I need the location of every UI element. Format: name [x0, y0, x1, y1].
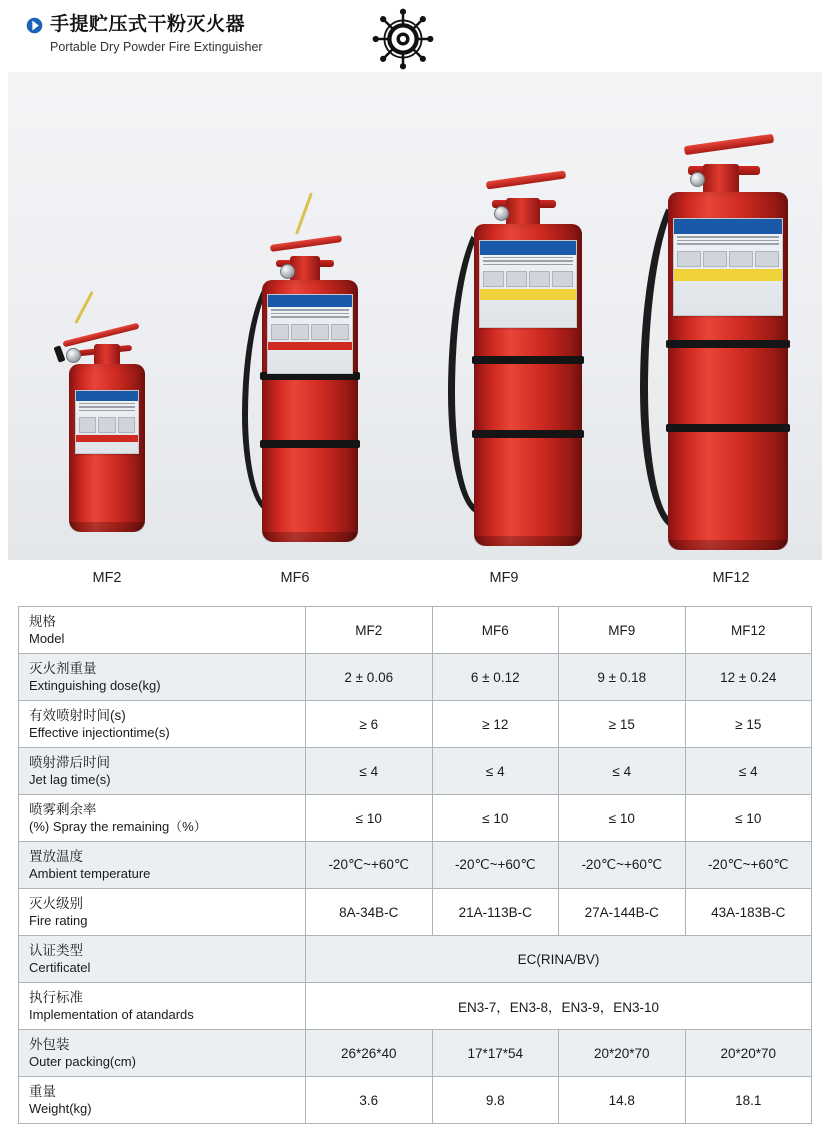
specification-table	[18, 606, 812, 1124]
specification-table-wrap	[18, 606, 812, 1124]
row-header-certificate	[19, 936, 306, 983]
instruction-label	[267, 294, 353, 374]
cell-rating-mf12: 43A-183B-C	[685, 889, 812, 936]
row-header-model	[19, 607, 306, 654]
cell-weight-mf2: 3.6	[306, 1077, 433, 1124]
handle-top	[684, 134, 774, 155]
page-title-en: Portable Dry Powder Fire Extinguisher	[50, 40, 263, 54]
row-label-cn: 喷射滞后时间	[29, 755, 110, 770]
row-header-standards	[19, 983, 306, 1030]
cell-model-mf2: MF2	[306, 607, 433, 654]
row-label-cn: 认证类型	[29, 943, 83, 958]
cell-rating-mf9: 27A-144B-C	[559, 889, 686, 936]
hose-retainer-band	[472, 356, 584, 364]
cell-rating-mf6: 21A-113B-C	[432, 889, 559, 936]
row-header-ambient-temperature	[19, 842, 306, 889]
cell-weight-mf6: 9.8	[432, 1077, 559, 1124]
cell-temp-mf12: -20℃~+60℃	[685, 842, 812, 889]
safety-pin	[74, 291, 94, 324]
cell-jetlag-mf2: ≤ 4	[306, 748, 433, 795]
cell-injection-mf2: ≥ 6	[306, 701, 433, 748]
row-header-dose	[19, 654, 306, 701]
cell-weight-mf12: 18.1	[685, 1077, 812, 1124]
hose-retainer-band	[666, 340, 790, 348]
table-row	[19, 1030, 812, 1077]
table-row	[19, 936, 812, 983]
product-caption-row	[8, 560, 822, 602]
caption-mf6: MF6	[280, 570, 310, 586]
table-row	[19, 842, 812, 889]
row-label-cn: 外包装	[29, 1037, 70, 1052]
row-label-en: Effective injectiontime(s)	[29, 725, 170, 740]
caption-mf12: MF12	[712, 570, 750, 586]
row-header-jet-lag	[19, 748, 306, 795]
instruction-label	[479, 240, 577, 328]
row-label-en: Certificatel	[29, 960, 91, 975]
cylinder-body	[69, 364, 145, 532]
page-title-cn: 手提贮压式干粉灭火器	[50, 14, 246, 35]
pressure-gauge	[66, 348, 81, 363]
row-header-fire-rating	[19, 889, 306, 936]
circle-arrow-icon	[26, 17, 43, 34]
cell-dose-mf12: 12 ± 0.24	[685, 654, 812, 701]
cell-jetlag-mf6: ≤ 4	[432, 748, 559, 795]
label-pictograms	[674, 249, 782, 269]
row-label-en: Outer packing(cm)	[29, 1054, 136, 1069]
instruction-label	[75, 390, 139, 454]
row-label-en: Fire rating	[29, 913, 88, 928]
label-blue-strip	[268, 295, 352, 307]
hose-retainer-band	[666, 424, 790, 432]
cell-standards-all: EN3-7，EN3-8，EN3-9，EN3-10	[306, 983, 812, 1030]
row-label-cn: 有效喷射时间(s)	[29, 708, 126, 723]
cell-packing-mf2: 26*26*40	[306, 1030, 433, 1077]
safety-pin	[295, 192, 313, 234]
cell-temp-mf9: -20℃~+60℃	[559, 842, 686, 889]
label-yellow-strip	[674, 269, 782, 281]
row-label-cn: 执行标准	[29, 990, 83, 1005]
table-row	[19, 983, 812, 1030]
cell-dose-mf6: 6 ± 0.12	[432, 654, 559, 701]
cell-spray-mf9: ≤ 10	[559, 795, 686, 842]
caption-mf2: MF2	[92, 570, 122, 586]
cell-model-mf9: MF9	[559, 607, 686, 654]
cylinder-body	[474, 224, 582, 546]
product-image-mf9	[438, 194, 608, 546]
label-red-strip	[76, 435, 138, 441]
row-label-cn: 置放温度	[29, 849, 83, 864]
label-pictograms	[76, 415, 138, 435]
product-image-mf2	[48, 334, 166, 532]
row-header-injection-time	[19, 701, 306, 748]
cell-dose-mf9: 9 ± 0.18	[559, 654, 686, 701]
row-header-outer-packing	[19, 1030, 306, 1077]
label-blue-strip	[76, 391, 138, 401]
table-row	[19, 701, 812, 748]
cell-temp-mf2: -20℃~+60℃	[306, 842, 433, 889]
label-yellow-strip	[480, 289, 576, 300]
row-label-en: Implementation of atandards	[29, 1007, 194, 1022]
row-label-en: Jet lag time(s)	[29, 772, 111, 787]
cell-injection-mf12: ≥ 15	[685, 701, 812, 748]
cell-certificate-all: EC(RINA/BV)	[306, 936, 812, 983]
cell-packing-mf12: 20*20*70	[685, 1030, 812, 1077]
cell-rating-mf2: 8A-34B-C	[306, 889, 433, 936]
cell-temp-mf6: -20℃~+60℃	[432, 842, 559, 889]
row-label-cn: 灭火级别	[29, 896, 83, 911]
cell-model-mf12: MF12	[685, 607, 812, 654]
cell-injection-mf9: ≥ 15	[559, 701, 686, 748]
label-pictograms	[268, 322, 352, 342]
cell-weight-mf9: 14.8	[559, 1077, 686, 1124]
row-label-en: Ambient temperature	[29, 866, 151, 881]
cylinder-body	[668, 192, 788, 550]
instruction-label	[673, 218, 783, 316]
cylinder-body	[262, 280, 358, 542]
row-header-spray-remaining	[19, 795, 306, 842]
row-label-en: Extinguishing dose(kg)	[29, 678, 161, 693]
cell-injection-mf6: ≥ 12	[432, 701, 559, 748]
table-row	[19, 1077, 812, 1124]
row-label-cn: 重量	[29, 1084, 56, 1099]
row-label-en: Weight(kg)	[29, 1101, 92, 1116]
label-text-lines	[268, 307, 352, 322]
cell-model-mf6: MF6	[432, 607, 559, 654]
nozzle	[53, 345, 65, 362]
product-image-mf6	[230, 246, 380, 542]
row-label-cn: 喷雾剩余率	[29, 802, 97, 817]
cell-spray-mf2: ≤ 10	[306, 795, 433, 842]
product-image-mf12	[628, 170, 813, 550]
label-text-lines	[480, 255, 576, 270]
label-text-lines	[674, 234, 782, 249]
table-row	[19, 748, 812, 795]
product-photo-band	[8, 72, 822, 560]
row-label-cn: 灭火剂重量	[29, 661, 97, 676]
hose-retainer-band	[260, 440, 360, 448]
label-blue-strip	[674, 219, 782, 234]
handle-top	[270, 235, 342, 252]
handle-top	[486, 170, 566, 189]
table-row	[19, 795, 812, 842]
page-header	[0, 0, 830, 72]
cell-packing-mf9: 20*20*70	[559, 1030, 686, 1077]
ships-wheel-logo-icon	[372, 8, 434, 70]
row-label-en: Model	[29, 631, 65, 646]
label-blue-strip	[480, 241, 576, 255]
valve	[94, 344, 120, 366]
hose-retainer-band	[472, 430, 584, 438]
row-label-en: (%) Spray the remaining（%）	[29, 819, 207, 834]
label-pictograms	[480, 269, 576, 289]
caption-mf9: MF9	[489, 570, 519, 586]
cell-jetlag-mf9: ≤ 4	[559, 748, 686, 795]
row-label-cn: 规格	[29, 614, 56, 629]
cell-spray-mf6: ≤ 10	[432, 795, 559, 842]
cell-packing-mf6: 17*17*54	[432, 1030, 559, 1077]
cell-jetlag-mf12: ≤ 4	[685, 748, 812, 795]
row-header-weight	[19, 1077, 306, 1124]
table-row	[19, 607, 812, 654]
cell-spray-mf12: ≤ 10	[685, 795, 812, 842]
label-red-strip	[268, 342, 352, 350]
table-row	[19, 654, 812, 701]
cell-dose-mf2: 2 ± 0.06	[306, 654, 433, 701]
label-text-lines	[76, 401, 138, 416]
table-row	[19, 889, 812, 936]
